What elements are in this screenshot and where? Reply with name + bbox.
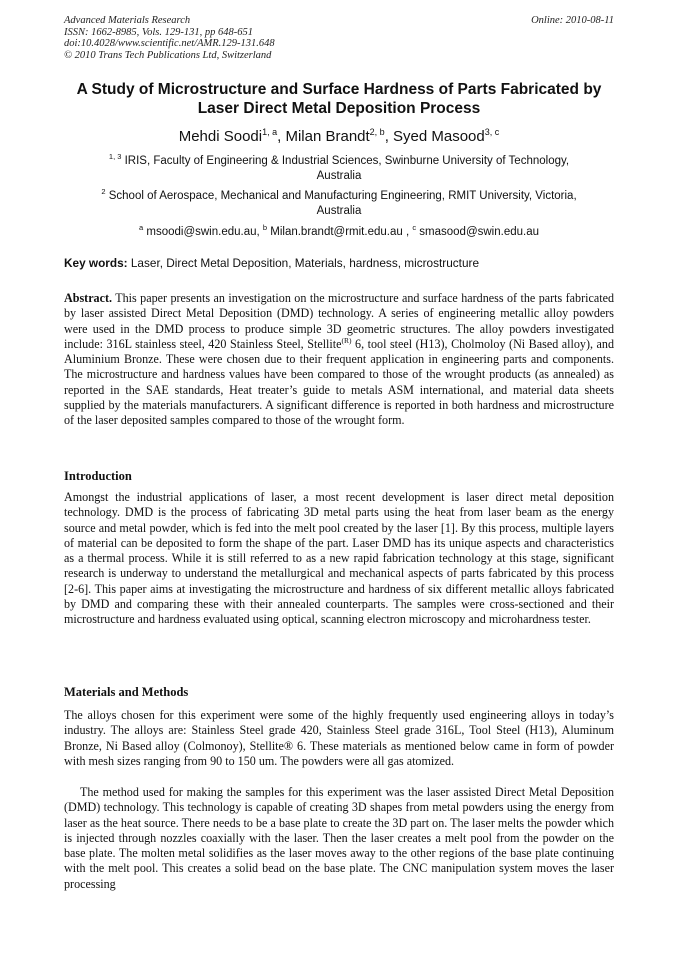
affiliation-2-sup: 2 [101, 187, 106, 196]
abstract-label: Abstract. [64, 291, 113, 305]
email-a-sup: a [139, 223, 144, 232]
author-2-sup: 2, b [369, 127, 385, 137]
introduction-heading: Introduction [64, 469, 132, 483]
author-list [40, 123, 638, 146]
author-1-sup: 1, a [262, 127, 278, 137]
email-a[interactable]: msoodi@swin.edu.au, [143, 225, 263, 238]
abstract-paragraph [64, 291, 614, 429]
journal-header [64, 15, 275, 61]
author-3-sup: 3, c [484, 127, 500, 137]
affiliation-1-line-2: Australia [316, 169, 362, 182]
email-c[interactable]: smasood@swin.edu.au [416, 225, 539, 238]
materials-paragraph-2: The method used for making the samples for this experiment was the laser assisted Direct Metal Deposition (DMD) technology. This technology is capable of creating 3D shapes from metal powders using the energy from laser as the heat source. There needs to be a base plate to create the 3D part on. The laser melts the powder which is injected through nozzles coaxially with the laser. Then the laser creates a melt pool from the powder on the base plate. The molten metal solidifies as the laser moves away to the other regions of the base plate continuing with the melt pool. This creates a solid bead on the base plate. The CNC manipulation system moves the laser processing [64, 785, 614, 891]
title-line-2: Laser Direct Metal Deposition Process [197, 100, 481, 117]
author-3-name: , Syed Masood [384, 128, 485, 145]
author-1-name: Mehdi Soodi [178, 128, 263, 145]
email-c-sup: c [412, 223, 417, 232]
materials-heading: Materials and Methods [64, 685, 189, 699]
email-b[interactable]: Milan.brandt@rmit.edu.au , [267, 225, 413, 238]
email-b-sup: b [262, 223, 268, 232]
abstract-text-2: 6, tool steel (H13), Cholmoloy (Ni Based alloy), and Aluminium Bronze. These were chosen due to their frequent application in engineering parts and components. The microstructure and hardness values have been compared to those of the wrought products (as annealed) as reported in the SAE standards, Heat treater’s guide to metals ASM international, and material data sheets supplied by the materials manufacturers. A significant difference is reported in both hardness and microstructure of the laser deposited samples compared to those of the wrought form. [64, 336, 614, 428]
keywords-label: Key words: [64, 256, 128, 270]
affiliation-1 [64, 149, 614, 184]
copyright: © 2010 Trans Tech Publications Ltd, Switzerland [64, 49, 272, 61]
abstract-text-1: This paper presents an investigation on the microstructure and surface hardness of the parts fabricated by laser assisted Direct Metal Deposition (DMD) technology. A series of engineering metallic alloy powders were used in the DMD process to produce simple 3D geometric structures. The alloy powders investigated include: 316L stainless steel, 420 Stainless Steel, Stellite [64, 291, 614, 351]
introduction-paragraph: Amongst the industrial applications of laser, a most recent development is laser direct metal deposition technology. DMD is the process of fabricating 3D metal parts using the heat from laser beam as the energy source and metal powder, which is fed into the melt pool created by the laser [1]. By this process, multiple layers of material can be deposited to form the shape of the part. Laser DMD has its unique aspects and characteristics as a thermal process. While it is still referred to as a new rapid fabrication technology at this stage, significant research is underway to understand the metallurgical and mechanical aspects of parts fabricated by this process [2-6]. This paper aims at investigating the microstructure and hardness of six different metallic alloys fabricated by DMD and comparing these with their annealed counterparts. The samples were cross-sectioned and their microstructure and hardness evaluated using optical, scanning electron microscopy and microhardness tester. [64, 490, 614, 627]
email-line [64, 220, 614, 240]
doi: doi:10.4028/www.scientific.net/AMR.129-131.648 [64, 38, 275, 49]
issn: ISSN: 1662-8985, Vols. 129-131, pp 648-651 [64, 26, 253, 38]
affiliation-2 [64, 184, 614, 219]
affiliation-2-line-1: School of Aerospace, Mechanical and Manufacturing Engineering, RMIT University, Victoria, [105, 189, 577, 202]
affiliation-2-line-2: Australia [316, 204, 362, 217]
online-date: Online: 2010-08-11 [531, 15, 614, 26]
keywords-text: Laser, Direct Metal Deposition, Materials, hardness, microstructure [127, 256, 480, 270]
abstract-superscript: (R) [341, 335, 352, 345]
author-2-name: , Milan Brandt [277, 128, 370, 145]
materials-paragraph-1: The alloys chosen for this experiment were some of the highly frequently used engineering alloys in today’s industry. The alloys are: Stainless Steel grade 420, Stainless Steel grade 316L, Tool Steel (H13), Aluminum Bronze, Ni Based alloy (Colmonoy), Stellite® 6. These materials as mentioned below came in form of powder with mesh sizes ranging from 90 to 150 um. The powders were all gas atomized. [64, 708, 614, 768]
keywords [64, 256, 616, 271]
affiliation-1-sup: 1, 3 [108, 152, 122, 161]
paper-title [40, 80, 638, 118]
journal-name: Advanced Materials Research [64, 15, 191, 26]
title-line-1: A Study of Microstructure and Surface Hardness of Parts Fabricated by [76, 81, 602, 98]
affiliation-1-line-1: IRIS, Faculty of Engineering & Industrial Sciences, Swinburne University of Technology, [121, 154, 570, 167]
